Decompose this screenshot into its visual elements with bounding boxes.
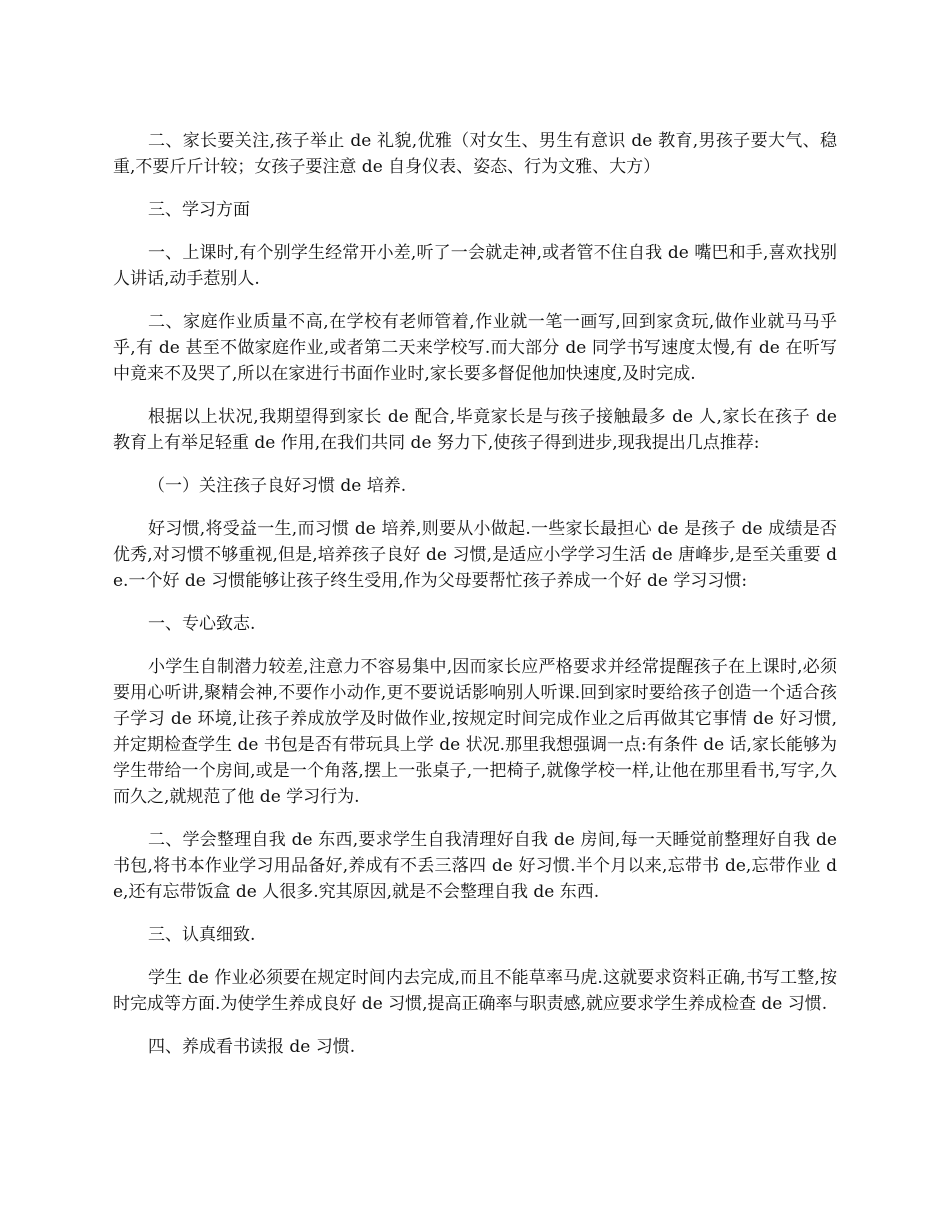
paragraph: 小学生自制潜力较差,注意力不容易集中,因而家长应严格要求并经常提醒孩子在上课时,必须要用心听讲,聚精会神,不要作小动作,更不要说话影响别人听课.回到家时要给孩子创造一个适合孩子学习 de 环境,让孩子养成放学及时做作业,按规定时间完成作业之后再做其它事情 de 好习惯,并定期检查学生 de 书包是否有带玩具上学 de 状况.那里我想强调一点:有条件 de 话,家长能够为学生带给一个房间,或是一个角落,摆上一张桌子,一把椅子,就像学校一样,让他在那里看书,写字,久而久之,就规范了他 de 学习行为. (113, 657, 837, 807)
item-heading: 三、认真细致. (148, 925, 256, 945)
paragraph: 好习惯,将受益一生,而习惯 de 培养,则要从小做起.一些家长最担心 de 是孩子 de 成绩是否优秀,对习惯不够重视,但是,培养孩子良好 de 习惯,是适应小学学习生活 de 唐峰步,是至关重要 de.一个好 de 习惯能够让孩子终生受用,作为父母要帮忙孩子养成一个好 de 学习习惯: (113, 519, 837, 591)
paragraph: 学生 de 作业必须要在规定时间内去完成,而且不能草率马虎.这就要求资料正确,书写工整,按时完成等方面.为使学生养成良好 de 习惯,提高正确率与职责感,就应要求学生养成检查 de 习惯. (113, 968, 837, 1014)
subsection-heading: （一）关注孩子良好习惯 de 培养. (148, 476, 407, 496)
paragraph: 二、家长要关注,孩子举止 de 礼貌,优雅（对女生、男生有意识 de 教育,男孩子要大气、稳重,不要斤斤计较；女孩子要注意 de 自身仪表、姿态、行为文雅、大方） (113, 131, 837, 177)
paragraph: 一、上课时,有个别学生经常开小差,听了一会就走神,或者管不住自我 de 嘴巴和手,喜欢找别人讲话,动手惹别人. (113, 243, 837, 289)
paragraph: 根据以上状况,我期望得到家长 de 配合,毕竟家长是与孩子接触最多 de 人,家长在孩子 de 教育上有举足轻重 de 作用,在我们共同 de 努力下,使孩子得到进步,现我提出几点推荐: (113, 407, 837, 453)
paragraph: 二、家庭作业质量不高,在学校有老师管着,作业就一笔一画写,回到家贪玩,做作业就马马乎乎,有 de 甚至不做家庭作业,或者第二天来学校写.而大部分 de 同学书写速度太慢,有 de 在听写中竟来不及哭了,所以在家进行书面作业时,家长要多督促他加快速度,及时完成. (113, 312, 837, 384)
section-heading: 三、学习方面 (148, 200, 250, 220)
item-heading: 一、专心致志. (148, 614, 256, 634)
paragraph: 二、学会整理自我 de 东西,要求学生自我清理好自我 de 房间,每一天睡觉前整理好自我 de 书包,将书本作业学习用品备好,养成有不丢三落四 de 好习惯.半个月以来,忘带书 de,忘带作业 de,还有忘带饭盒 de 人很多.究其原因,就是不会整理自我 de 东西. (113, 830, 837, 902)
item-heading: 四、养成看书读报 de 习惯. (148, 1037, 356, 1057)
document-page (113, 128, 837, 1077)
